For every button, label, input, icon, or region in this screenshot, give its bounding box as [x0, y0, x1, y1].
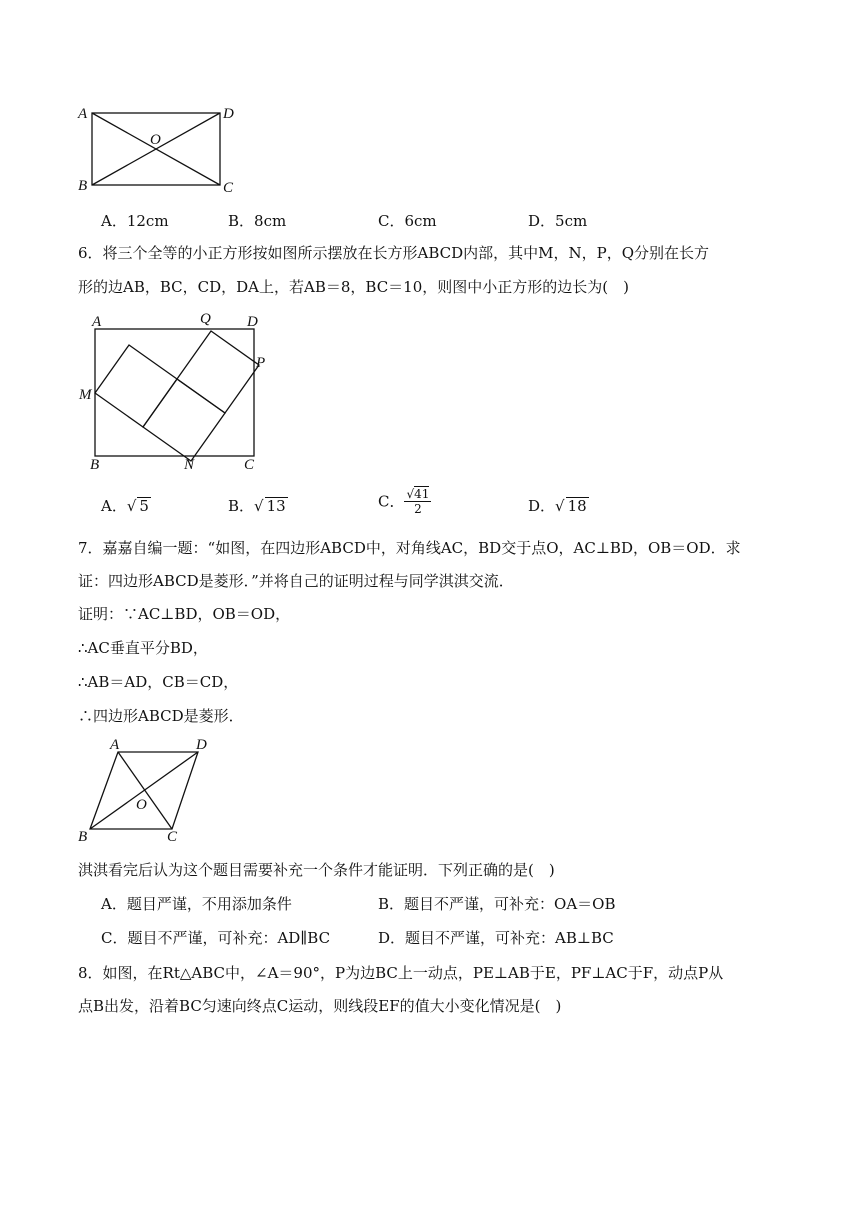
q5-option-b[interactable]: B．8cm	[228, 212, 287, 230]
q6-option-b-prefix: B．	[228, 497, 255, 515]
q7-label-d: D	[196, 737, 207, 753]
q6-label-p: P	[256, 355, 266, 371]
q6-label-a: A	[92, 314, 102, 330]
q6-label-d: D	[247, 314, 258, 330]
q5-label-o: O	[150, 132, 161, 148]
q6-option-d[interactable]	[528, 496, 589, 516]
q6-label-q: Q	[200, 311, 211, 327]
q6-label-b: B	[90, 457, 100, 473]
q6-option-c-fraction	[404, 487, 431, 516]
q6-option-b[interactable]	[228, 496, 288, 516]
q7-proof-line-1: 证明：∵AC⊥BD，OB＝OD，	[78, 605, 291, 623]
q7-option-b[interactable]: B．题目不严谨，可补充：OA＝OB	[378, 895, 616, 913]
q5-option-a[interactable]: A．12cm	[101, 212, 169, 230]
q7-stem-line-2: 证：四边形ABCD是菱形．”并将自己的证明过程与同学淇淇交流．	[78, 572, 514, 590]
q6-option-d-prefix: D．	[528, 497, 556, 515]
q7-question: 淇淇看完后认为这个题目需要补充一个条件才能证明．下列正确的是( )	[78, 861, 555, 879]
q6-option-d-radicand: 18	[567, 497, 587, 515]
q7-stem-line-1: 7．嘉嘉自编一题：“如图，在四边形ABCD中，对角线AC，BD交于点O，AC⊥BD，OB＝OD．求	[78, 539, 741, 557]
q8-stem-line-2: 点B出发，沿着BC匀速向终点C运动，则线段EF的值大小变化情况是( )	[78, 997, 562, 1015]
q6-option-a[interactable]	[101, 496, 151, 516]
q8-stem-line-1: 8．如图，在Rt△ABC中，∠A＝90°，P为边BC上一动点，PE⊥AB于E，PF⊥AC于F，动点P从	[78, 964, 724, 982]
q5-option-d[interactable]: D．5cm	[528, 212, 588, 230]
q7-label-c: C	[167, 829, 178, 845]
q6-stem-line-2: 形的边AB，BC，CD，DA上，若AB＝8，BC＝10，则图中小正方形的边长为( )	[78, 278, 629, 296]
q6-option-c-prefix: C．	[378, 492, 405, 511]
q7-parallelogram-figure	[74, 734, 224, 846]
q5-label-d: D	[223, 106, 234, 122]
q6-label-m: M	[79, 387, 92, 403]
q6-option-c-denominator: 2	[414, 502, 422, 516]
q5-rectangle-figure	[72, 98, 252, 198]
q6-label-n: N	[184, 457, 195, 473]
q6-option-c[interactable]	[378, 487, 431, 516]
q7-label-o: O	[136, 797, 147, 813]
q5-label-a: A	[78, 106, 88, 122]
q6-option-a-radicand: 5	[139, 497, 149, 515]
q6-option-a-prefix: A．	[101, 497, 127, 515]
q5-label-c: C	[223, 180, 234, 196]
q6-label-c: C	[244, 457, 255, 473]
sqrt-sign: √	[126, 497, 137, 515]
q6-option-c-numerator: √41	[406, 487, 430, 501]
q7-label-b: B	[78, 829, 88, 845]
q7-proof-line-2: ∴AC垂直平分BD，	[78, 639, 208, 657]
sqrt-sign: √	[254, 497, 264, 515]
q5-option-c[interactable]: C．6cm	[378, 212, 437, 230]
q6-option-c-radicand: 41	[414, 487, 430, 501]
q6-squares-figure	[76, 306, 276, 476]
q7-proof-line-4: ∴四边形ABCD是菱形．	[78, 707, 244, 725]
sqrt-sign: √	[555, 497, 565, 515]
q7-option-d[interactable]: D．题目不严谨，可补充：AB⊥BC	[378, 929, 614, 947]
q7-option-a[interactable]: A．题目严谨，不用添加条件	[101, 895, 292, 913]
q7-proof-line-3: ∴AB＝AD，CB＝CD，	[78, 673, 239, 691]
q6-stem-line-1: 6．将三个全等的小正方形按如图所示摆放在长方形ABCD内部，其中M，N，P，Q分别在长方	[78, 244, 710, 262]
q5-label-b: B	[78, 178, 88, 194]
q7-label-a: A	[110, 737, 120, 753]
q6-option-b-radicand: 13	[266, 497, 286, 515]
q7-option-c[interactable]: C．题目不严谨，可补充：AD∥BC	[101, 929, 331, 947]
